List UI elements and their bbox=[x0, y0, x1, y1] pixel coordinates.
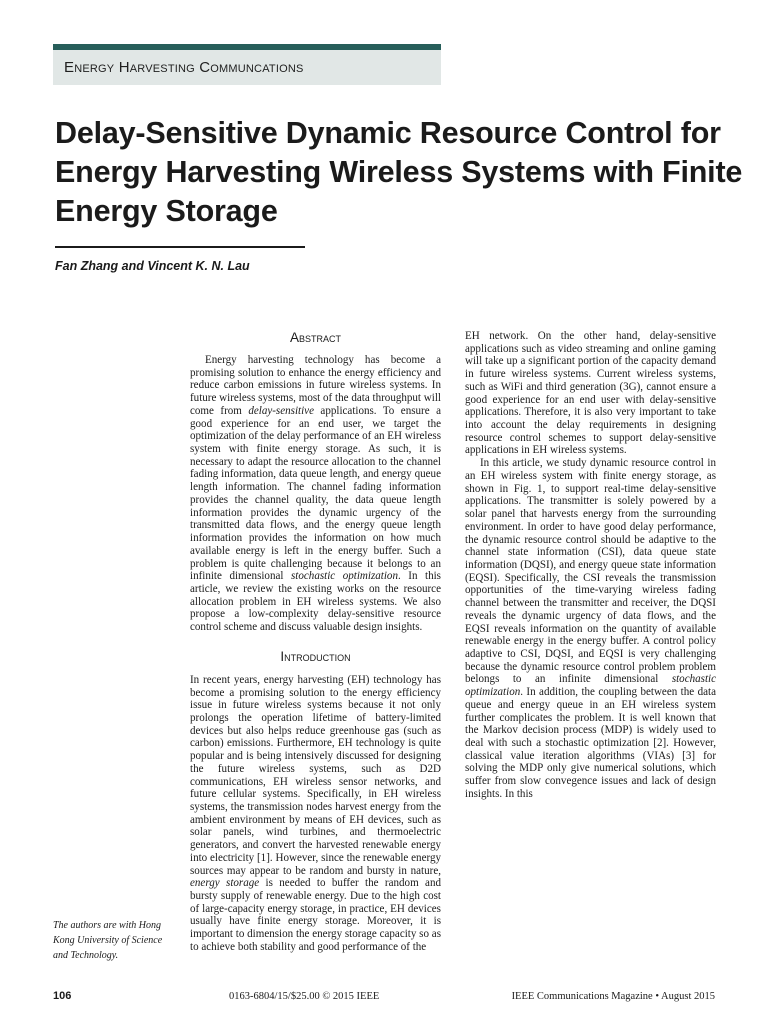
author-affiliation: The authors are with Hong Kong University of Science and Technology. bbox=[53, 920, 163, 961]
page-number: 106 bbox=[53, 990, 72, 1002]
section-label: Energy Harvesting Communcations bbox=[64, 59, 304, 76]
abstract-paragraph: Energy harvesting technology has become a promising solution to enhance the energy efficiency and reduce carbon emissions in future wireless systems. In future wireless systems, most of the data throughput will come from delay-sensitive applications. To ensure a good experience for an end user, we target the optimization of the delay performance of an EH wireless system with finite energy storage. As such, it is necessary to adapt the resource allocation to the channel fading information, data queue length, and energy queue length information. The channel fading information provides the channel quality, the data queue length information provides the dynamic urgency of the transmitted data flows, and the energy queue length information provides the information on how much available energy is left in the energy buffer. Such a problem is quite challenging because it belongs to an infinite dimensional stochastic optimization. In this article, we review the existing works on the resource allocation problem in EH wireless systems. We also propose a low-complexity delay-sensitive resource control scheme and discuss valuable design insights. bbox=[190, 354, 441, 634]
introduction-heading: Introduction bbox=[280, 648, 351, 664]
column-right bbox=[465, 330, 716, 801]
column-left bbox=[190, 330, 441, 954]
journal-issue: IEEE Communications Magazine • August 2015 bbox=[511, 991, 715, 1002]
issn-copyright: 0163-6804/15/$25.00 © 2015 IEEE bbox=[229, 991, 380, 1002]
article-title: Delay-Sensitive Dynamic Resource Control for Energy Harvesting Wireless Systems with Finite Energy Storage bbox=[55, 116, 743, 228]
authors: Fan Zhang and Vincent K. N. Lau bbox=[55, 259, 250, 273]
intro-paragraph-1-continued: EH network. On the other hand, delay-sensitive applications such as video streaming and online gaming will take up a significant portion of the capacity demand in future wireless systems. Current wireless systems, such as WiFi and third generation (3G), cannot ensure a good experience for an end user with delay-sensitive applications. Therefore, it is also very important to take into account the delay requirements in designing resource control schemes to support delay-sensitive applications in EH wireless systems. bbox=[465, 330, 716, 457]
section-banner bbox=[53, 44, 441, 85]
abstract-heading: Abstract bbox=[289, 330, 341, 345]
title-divider bbox=[55, 246, 305, 248]
intro-paragraph-1: In recent years, energy harvesting (EH) technology has become a promising solution to the energy efficiency issue in future wireless systems because it not only prolongs the operation lifetime of battery-limited devices but also helps reduce greenhouse gas (such as carbon) emissions. Furthermore, EH technology is quite popular and is being intensively discussed for designing the future wireless systems, such as D2D communications, EH wireless sensor networks, and future cellular systems. Specifically, in EH wireless systems, the transmission nodes harvest energy from the ambient environment by means of EH devices, such as solar panels, wind turbines, and thermoelectric generators, and convert the harvested renewable energy into electricity [1]. However, since the renewable energy sources may appear to be random and bursty in nature, energy storage is needed to buffer the random and bursty supply of renewable energy. Due to the high cost of large-capacity energy storage, in practice, EH devices usually have finite energy storage. Moreover, it is important to dimension the energy storage capacity so as to achieve both stability and good performance of the bbox=[190, 673, 441, 953]
intro-paragraph-2: In this article, we study dynamic resource control in an EH wireless system with finite energy storage, as shown in Fig. 1, to support real-time delay-sensitive applications. The transmitter is solely powered by a solar panel that harvests energy from the surrounding environment. In order to have good delay performance, the dynamic resource control should be adaptive to the channel state information (CSI), data queue state information (DQSI), and energy queue state information (EQSI). Specifically, the CSI reveals the transmission opportunities of the time-varying wireless fading channel between the transmitter and receiver, the DQSI reveals the dynamic urgency of data flows, and the EQSI reveals information on the quantity of available renewable energy in the energy buffer. A control policy adaptive to CSI, DQSI, and EQSI is very challenging because the dynamic resource control problem problem belongs to an infinite dimensional stochastic optimization. In addition, the coupling between the data queue and energy queue in an EH wireless system further complicates the problem. It is well known that the Markov decision process (MDP) is widely used to deal with such a stochastic optimization [2]. However, classical value iteration algorithms (VIAs) [3] for solving the MDP only give numerical solutions, which suffer from slow convegence issues and lack of design insights. In this bbox=[465, 457, 716, 800]
